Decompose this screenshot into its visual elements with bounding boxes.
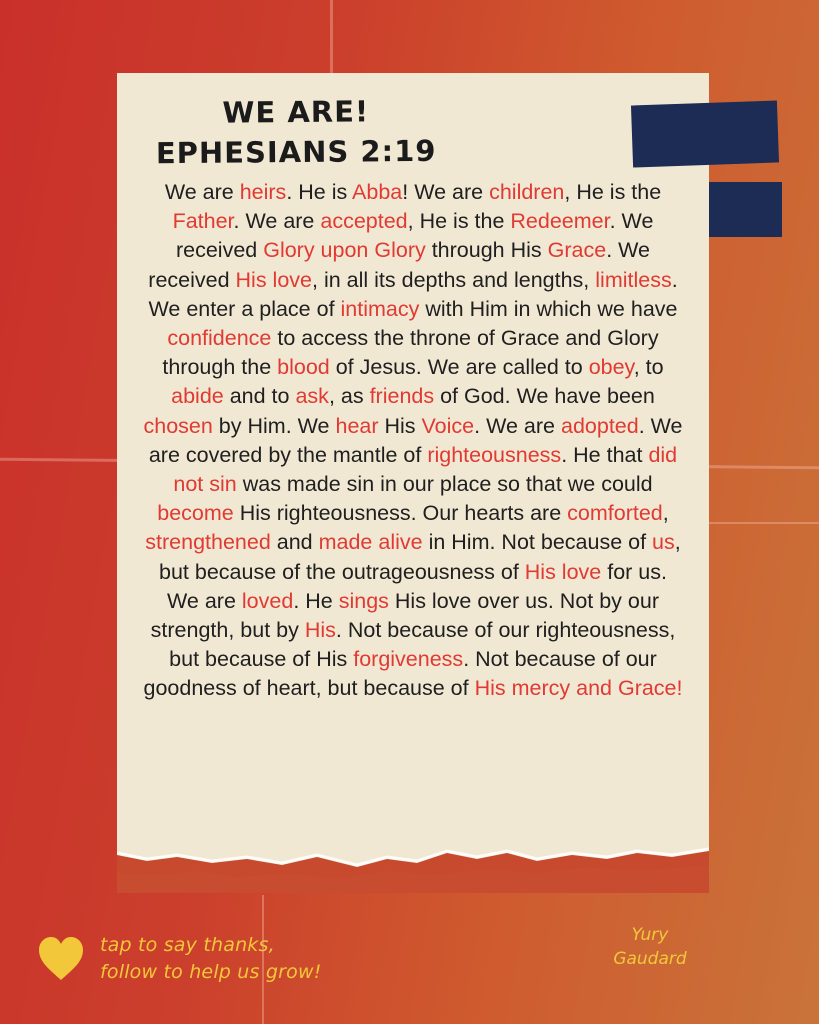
highlighted-word: made alive: [318, 530, 423, 555]
highlighted-word: His love: [524, 559, 602, 584]
highlighted-word: loved: [241, 588, 294, 613]
highlighted-word: limitless: [595, 267, 672, 292]
highlighted-word: us: [652, 530, 675, 555]
highlighted-word: ask: [295, 384, 329, 409]
author-line: Gaudard: [613, 949, 687, 969]
highlighted-word: Redeemer: [510, 209, 610, 234]
body-text-segment: . We enter a place of: [148, 267, 678, 321]
body-text-segment: was made sin in our place so that we could: [236, 472, 653, 497]
highlighted-word: Glory upon Glory: [263, 238, 426, 263]
body-text-segment: , He is the: [407, 209, 511, 234]
body-text-segment: and: [270, 530, 319, 555]
highlighted-word: accepted: [320, 209, 408, 234]
body-text-segment: His: [378, 413, 422, 438]
highlighted-word: His: [304, 618, 336, 643]
highlighted-word: chosen: [143, 413, 213, 438]
body-text-segment: . He is: [286, 180, 353, 204]
body-text-segment: . We are: [233, 209, 321, 234]
body-text-segment: ,: [662, 501, 669, 526]
title-line: WE ARE!: [222, 94, 370, 130]
highlighted-word: comforted: [567, 501, 663, 526]
call-to-action[interactable]: [100, 932, 322, 986]
body-text-segment: , He is the: [564, 180, 662, 204]
highlighted-word: forgiveness: [353, 647, 464, 672]
highlighted-word: Abba: [352, 180, 403, 204]
body-text-segment: ! We are: [402, 180, 490, 204]
highlighted-word: strengthened: [145, 530, 271, 555]
body-text-segment: . We are: [474, 413, 561, 438]
body-text-segment: . Not because of our goodness of heart, but because of: [143, 647, 657, 701]
title-line: EPHESIANS 2:19: [155, 133, 437, 171]
torn-paper-edge: [117, 813, 709, 893]
highlighted-word: righteousness: [427, 442, 562, 467]
highlighted-word: sings: [338, 588, 389, 613]
body-text-segment: . He that: [561, 442, 649, 467]
highlighted-word: friends: [369, 384, 435, 409]
body-text-segment: for us. We are: [167, 559, 667, 613]
highlighted-word: confidence: [167, 326, 272, 351]
body-text-segment: . We received: [175, 209, 654, 263]
body-text-segment: by Him. We: [212, 413, 336, 438]
body-text-segment: of Jesus. We are called to: [329, 355, 589, 380]
scripture-text: [143, 178, 683, 704]
body-text-segment: We are: [164, 180, 240, 204]
highlighted-word: Voice: [421, 413, 475, 438]
body-text-segment: through His: [425, 238, 548, 263]
heart-icon[interactable]: [36, 934, 86, 982]
highlighted-word: adopted: [560, 413, 639, 438]
author-line: Yury: [631, 925, 669, 945]
highlighted-word: obey: [588, 355, 634, 380]
tape-strip: [709, 182, 782, 237]
author-signature: [590, 923, 710, 971]
background-crease: [330, 0, 333, 75]
body-text-segment: , to: [633, 355, 664, 380]
highlighted-word: Father: [172, 209, 234, 234]
highlighted-word: His love: [235, 267, 312, 292]
highlighted-word: abide: [171, 384, 224, 409]
body-text-segment: His righteousness. Our hearts are: [233, 501, 568, 526]
body-text-segment: , as: [328, 384, 370, 409]
highlighted-word: hear: [335, 413, 379, 438]
highlighted-word: become: [157, 501, 234, 526]
body-text-segment: . We are covered by the mantle of: [148, 413, 683, 467]
body-text-segment: . We received: [148, 238, 651, 292]
background-crease: [700, 522, 819, 524]
body-text-segment: to access the throne of Grace and Glory through the: [162, 326, 659, 380]
body-text-segment: and to: [223, 384, 296, 409]
cta-line: follow to help us grow!: [100, 961, 322, 983]
body-text-segment: . Not because of our righteousness, but because of His: [169, 618, 676, 672]
highlighted-word: children: [489, 180, 565, 204]
page-title: [0, 89, 592, 174]
body-text-segment: . He: [293, 588, 339, 613]
tape-strip: [631, 100, 779, 167]
body-text-segment: of God. We have been: [434, 384, 655, 409]
body-text-segment: His love over us. Not by our strength, but by: [150, 588, 659, 643]
body-text-segment: , in all its depths and lengths,: [312, 267, 596, 292]
highlighted-word: intimacy: [340, 296, 420, 321]
highlighted-word: did not sin: [173, 442, 678, 497]
body-text-segment: in Him. Not because of: [422, 530, 653, 555]
cta-line: tap to say thanks,: [100, 934, 275, 956]
body-text-segment: , but because of the outrageousness of: [159, 530, 681, 584]
highlighted-word: blood: [277, 355, 330, 380]
highlighted-word: heirs: [239, 180, 287, 204]
highlighted-word: His mercy and Grace!: [474, 676, 683, 701]
body-text-segment: with Him in which we have: [419, 296, 678, 321]
highlighted-word: Grace: [547, 238, 607, 263]
